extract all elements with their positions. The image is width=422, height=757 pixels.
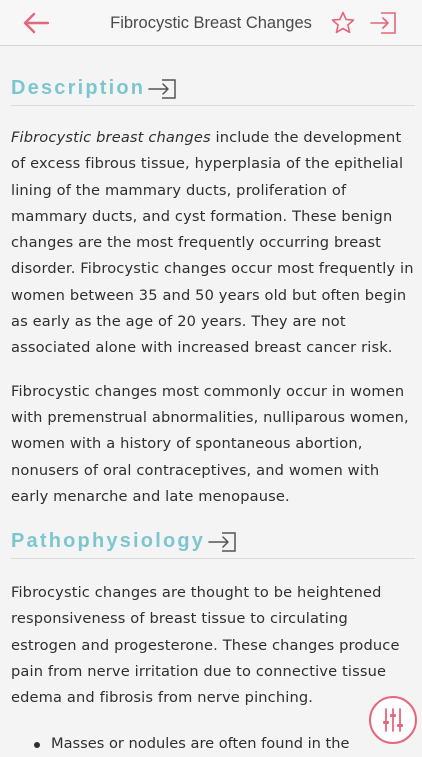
term-highlight: Fibrocystic breast changes: [11, 129, 211, 146]
description-section-header: [11, 46, 415, 106]
navigation-bar: [0, 0, 422, 46]
favorite-button[interactable]: [327, 7, 359, 39]
section-heading-text: Description: [11, 77, 146, 99]
pathophysiology-paragraph-1: Fibrocystic changes are thought to be heightened responsiveness of breast tissue to circulating estrogen and progesterone. These changes produce pain from nerve irritation due to connective tissue edema and fibrosis from nerve pinching.: [11, 584, 400, 707]
article-content: [11, 46, 415, 757]
section-heading-text: Pathophysiology: [11, 530, 206, 553]
page-title: Fibrocystic Breast Changes: [110, 14, 312, 32]
pathophysiology-bullet-list: [11, 731, 415, 757]
sliders-icon: [378, 705, 408, 735]
enter-box-icon: [208, 531, 237, 553]
pathophysiology-goto-button[interactable]: [208, 531, 237, 553]
star-icon: [330, 10, 356, 36]
sliders-button[interactable]: [369, 696, 417, 744]
enter-box-icon: [148, 78, 177, 100]
description-paragraph-2: Fibrocystic changes most commonly occur in women with premenstrual abnormalities, nulliparous women, women with a history of spontaneous abortion, nonusers of oral contraceptives, and women with early menarche and late menopause.: [11, 382, 409, 505]
back-arrow-icon: [22, 12, 50, 34]
description-paragraph-1: [11, 125, 415, 362]
description-paragraph-1-text: include the development of excess fibrous tissue, hyperplasia of the epithelial lining of the mammary ducts, proliferation of mammary ducts, and cyst formation. These benign changes are the most frequently occurring breast disorder. Fibrocystic changes occur most frequently in women between 35 and 50 years old but often begin as early as the age of 20 years. They are not associated alone with increased breast cancer risk.: [11, 129, 414, 357]
description-goto-button[interactable]: [148, 78, 177, 100]
export-button[interactable]: [367, 7, 399, 39]
pathophysiology-section-header: [11, 510, 415, 559]
back-button[interactable]: [20, 7, 52, 39]
enter-box-icon: [368, 10, 398, 36]
section-heading-description: [11, 77, 177, 100]
section-heading-pathophysiology: [11, 530, 237, 553]
list-item: Masses or nodules are often found in the: [51, 731, 415, 757]
